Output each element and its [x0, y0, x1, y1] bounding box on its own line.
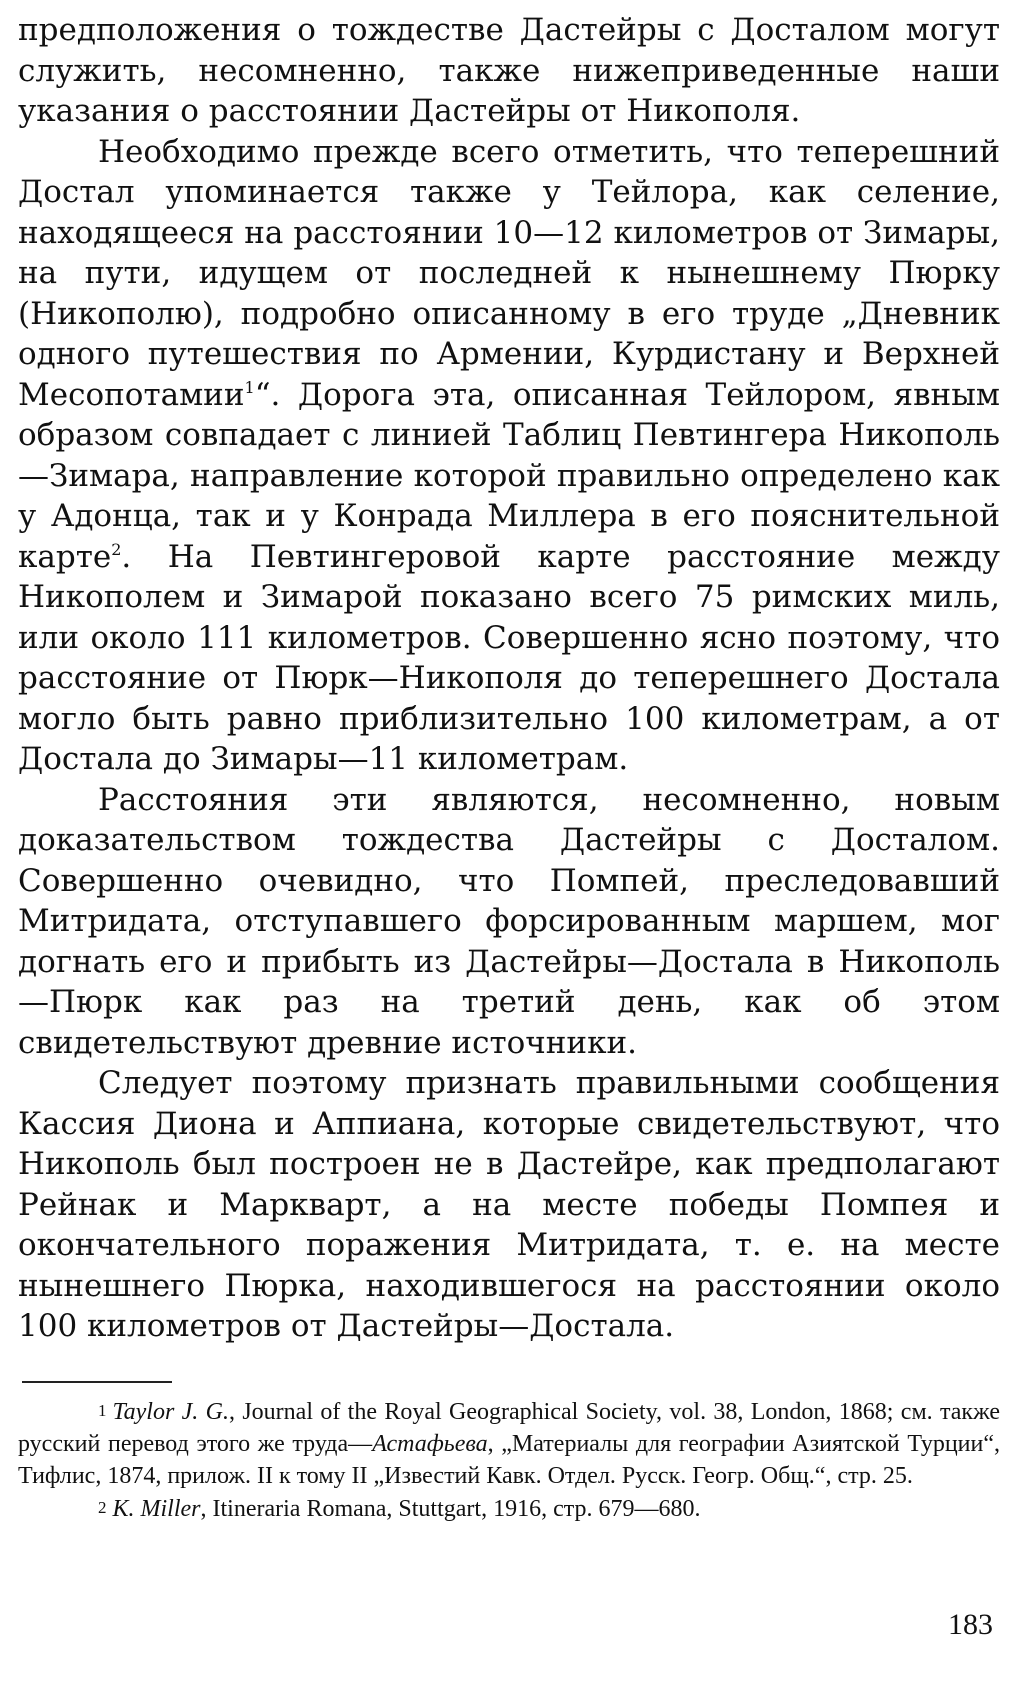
- page-number: 183: [948, 1608, 993, 1641]
- text-run: “. Дорога эта, описанная Тейлором, явным образом совпадает с линией Таблиц Певтингера Никополь—Зимара, направление которой правильно определено как у Адонца, так и у Конрада Миллера в его пояснительной карте: [18, 376, 1000, 575]
- text-run: Следует поэтому признать правильными сообщения Кассия Диона и Аппиана, которые свидетельствуют, что Никополь был построен не в Дастейре, как предполагают Рейнак и Маркварт, а на месте победы Помпея и окончательного поражения Митридата, т. е. на месте нынешнего Пюрка, находившегося на расстоянии около 100 километров от Дастейры—Достала.: [18, 1065, 1000, 1344]
- text-run: Необходимо прежде всего отметить, что теперешний Достал упоминается также у Тейлора, как селение, находящееся на расстоянии 10—12 километров от Зимары, на пути, идущем от последней к нынешнему Пюрку (Никополю), подробно описанному в его труде „Дневник одного путешествия по Армении, Курдистану и Верхней Месопотамии: [18, 133, 1000, 413]
- footnote-divider: [22, 1381, 172, 1383]
- paragraph: [18, 1063, 1000, 1347]
- footnote-reference: 1: [244, 377, 255, 397]
- footnote-mark: 1: [98, 1400, 107, 1420]
- text-run: , Journal of the Royal Geographical Society, vol. 38, London, 1868; см. также русский перевод этого же труда—: [18, 1398, 1000, 1457]
- text-run: Расстояния эти являются, несомненно, новым доказательством тождества Дастейры с Досталом. Совершенно очевидно, что Помпей, преследовавший Митридата, отступавшего форсированным маршем, мог догнать его и прибыть из Дастейры—Достала в Никополь—Пюрк как раз на третий день, как об этом свидетельствуют древние источники.: [18, 781, 1000, 1061]
- text-run: . На Певтингеровой карте расстояние между Никополем и Зимарой показано всего 75 римских миль, или около 111 километров. Совершенно ясно поэтому, что расстояние от Пюрк—Никополя до теперешнего Достала могло быть равно приблизительно 100 километрам, а от Достала до Зимары—11 километрам.: [18, 538, 1000, 777]
- italic-text: Taylor J. G.: [112, 1398, 229, 1425]
- paragraph: [18, 132, 1000, 780]
- footnote-reference: 2: [111, 539, 122, 559]
- footnotes: [18, 1395, 1000, 1525]
- italic-text: K. Miller: [112, 1495, 201, 1522]
- text-run: , Itineraria Romana, Stuttgart, 1916, стр. 679—680.: [200, 1495, 701, 1522]
- book-page: [18, 10, 1000, 1525]
- footnote: [18, 1395, 1000, 1492]
- footnote: [18, 1492, 1000, 1525]
- text-run: , „Материалы для географии Азиятской Турции“, Тифлис, 1874, прилож. II к тому II „Известий Кавк. Отдел. Русск. Геогр. Общ.“, стр. 25.: [18, 1430, 1001, 1489]
- main-text: [18, 10, 1000, 1347]
- footnote-mark: 2: [98, 1497, 107, 1517]
- text-run: предположения о тождестве Дастейры с Досталом могут служить, несомненно, также нижеприведенные наши указания о расстоянии Дастейры от Никополя.: [18, 12, 1000, 129]
- paragraph: [18, 10, 1000, 132]
- italic-text: Астафьева: [372, 1430, 488, 1457]
- paragraph: [18, 780, 1000, 1064]
